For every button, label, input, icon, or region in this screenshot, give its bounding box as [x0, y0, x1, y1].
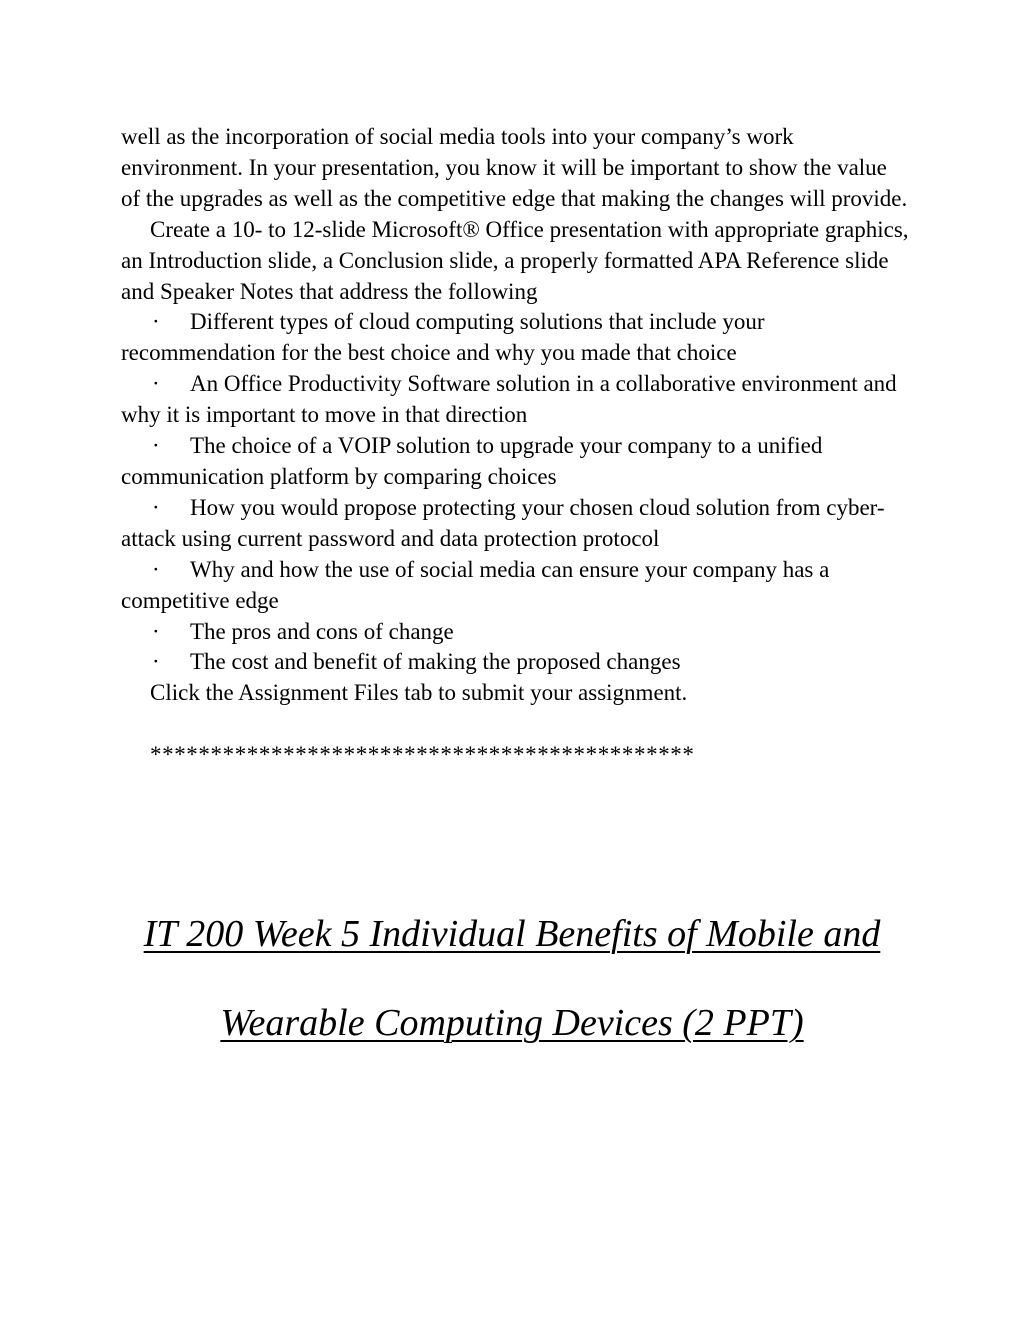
bullet-marker: ·: [152, 433, 160, 459]
list-item-text: How you would propose protecting your chosen cloud solution from cyber-attack using current password and data protection protocol: [121, 494, 885, 551]
bullet-marker: ·: [152, 649, 160, 675]
bullet-marker: ·: [152, 556, 160, 582]
list-item: [121, 555, 911, 617]
list-item-text: Different types of cloud computing solutions that include your recommendation for the best choice and why you made that choice: [121, 309, 765, 366]
list-item-text: The cost and benefit of making the proposed changes: [190, 649, 681, 675]
heading-line-2: Wearable Computing Devices (2 PPT): [220, 1002, 804, 1044]
list-item: [121, 307, 911, 369]
submit-instruction: Click the Assignment Files tab to submit your assignment.: [150, 680, 688, 706]
list-item-text: An Office Productivity Software solution in a collaborative environment and why it is important to move in that direction: [121, 371, 897, 428]
list-item: [121, 647, 911, 678]
bullet-marker: ·: [152, 618, 160, 644]
list-item: [121, 431, 911, 493]
blank-line: [121, 709, 911, 740]
bullet-marker: ·: [152, 309, 160, 335]
list-item-text: Why and how the use of social media can ensure your company has a competitive edge: [121, 556, 830, 613]
list-item: [121, 493, 911, 555]
document-body: [121, 122, 911, 771]
separator-line: *********************************************: [150, 742, 695, 768]
instructions-paragraph: Create a 10- to 12-slide Microsoft® Office presentation with appropriate graphics, an Introduction slide, a Conclusion slide, a properly formatted APA Reference slide and Speaker Notes that address the following: [121, 216, 909, 304]
list-item-text: The pros and cons of change: [190, 618, 454, 644]
list-item: [121, 617, 911, 648]
heading-line-1: IT 200 Week 5 Individual Benefits of Mobile and: [143, 913, 881, 955]
list-item: [121, 369, 911, 431]
section-heading: [100, 890, 924, 1068]
bullet-marker: ·: [152, 371, 160, 397]
intro-paragraph: well as the incorporation of social media tools into your company’s work environment. In your presentation, you know it will be important to show the value of the upgrades as well as the competitive edge that making the changes will provide.: [121, 124, 908, 211]
bullet-marker: ·: [152, 494, 160, 520]
list-item-text: The choice of a VOIP solution to upgrade your company to a unified communication platform by comparing choices: [121, 433, 823, 489]
